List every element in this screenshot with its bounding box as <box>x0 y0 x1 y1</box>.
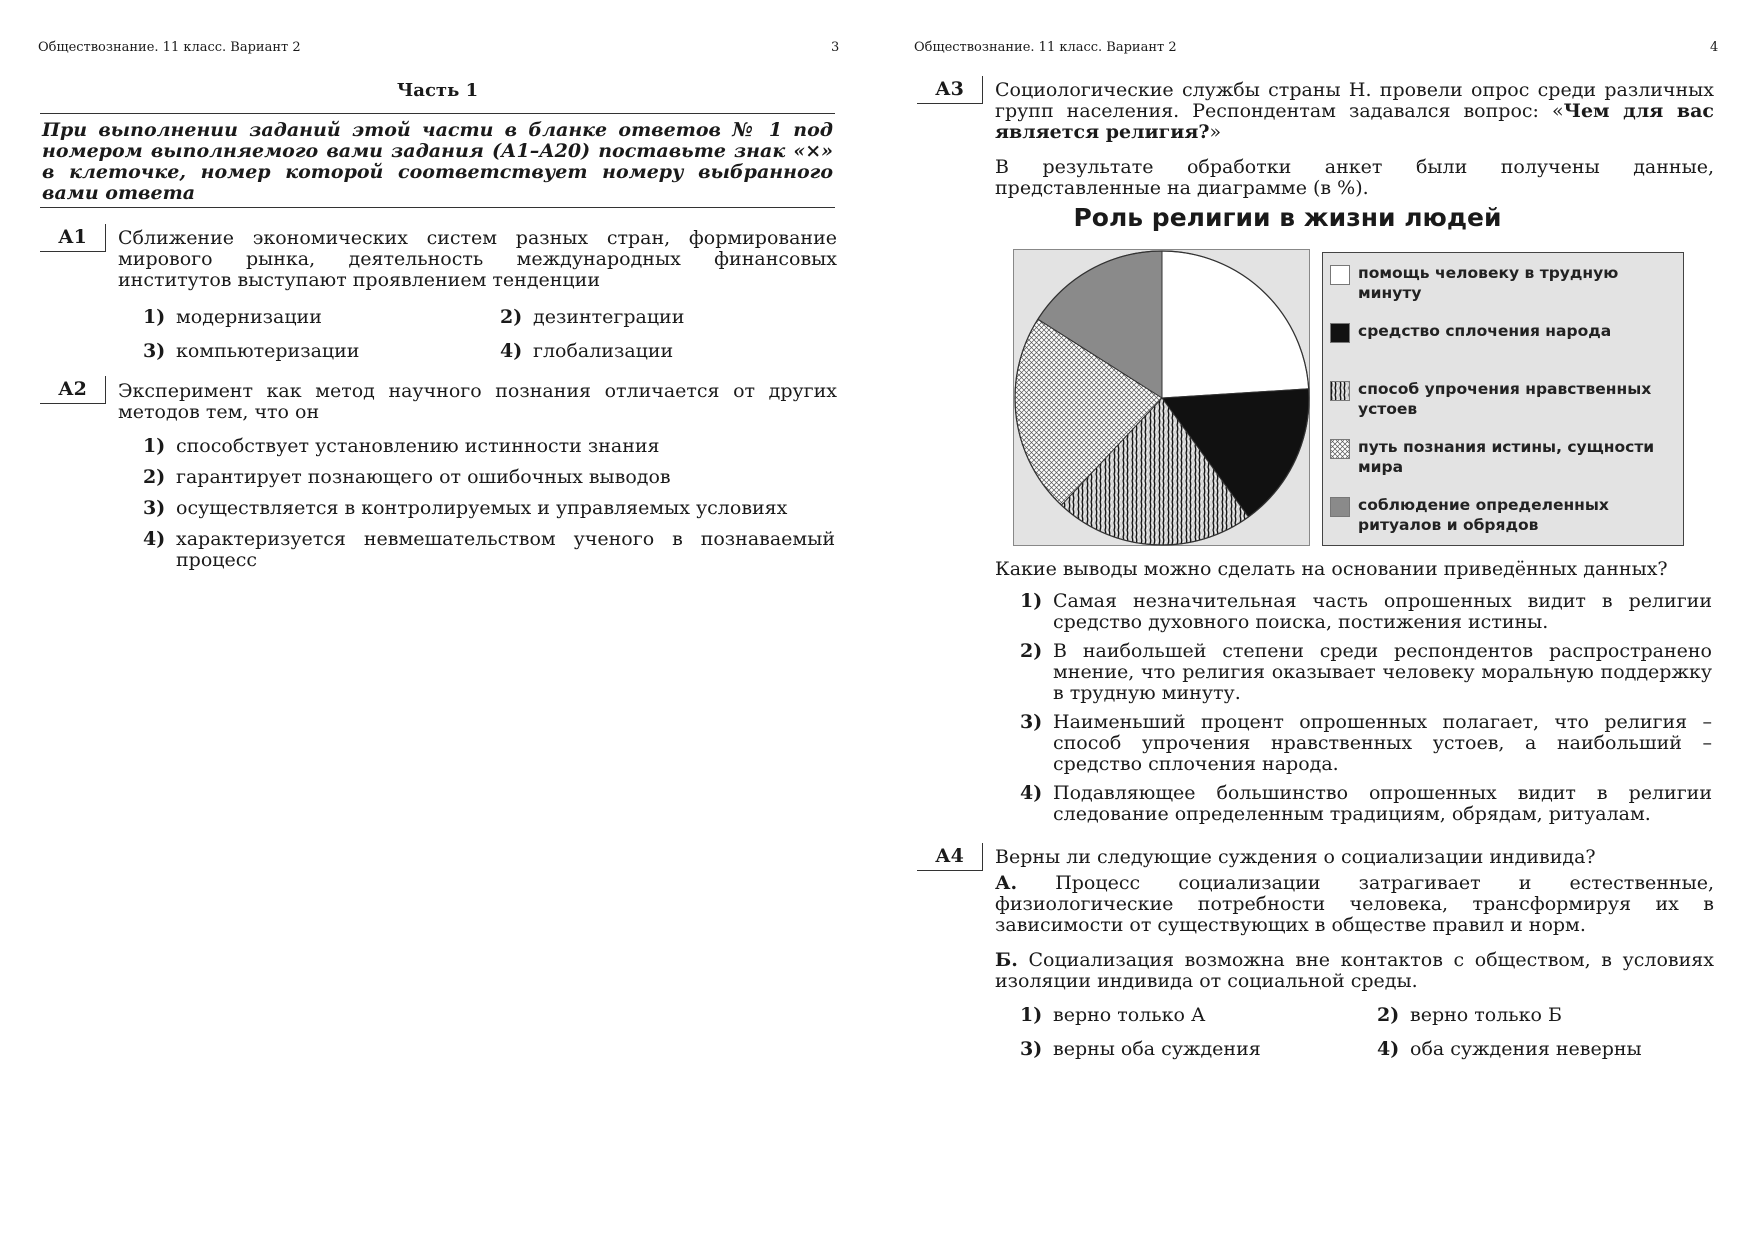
a4-option-2[interactable] <box>1377 1005 1562 1026</box>
a4-option-3[interactable] <box>1020 1039 1261 1060</box>
legend-label: соблюдение определенных ритуалов и обрядов <box>1358 496 1609 534</box>
legend-item-truth <box>1323 437 1683 483</box>
legend-item-unity <box>1323 321 1683 367</box>
legend-swatch <box>1330 265 1350 285</box>
question-number-a2: А2 <box>40 376 106 404</box>
a4-statement-a <box>995 873 1714 936</box>
a4-statement-b <box>995 950 1714 992</box>
chart-legend <box>1322 252 1684 546</box>
legend-swatch <box>1330 439 1350 459</box>
a3-conclusion-question: Какие выводы можно сделать на основании приведённых данных? <box>995 558 1668 580</box>
a2-option-2[interactable] <box>143 467 835 488</box>
option-text: характеризуется невмешательством ученого в познаваемый процесс <box>176 528 835 571</box>
legend-item-rituals <box>1323 495 1683 541</box>
question-number-a1: А1 <box>40 224 106 252</box>
option-number: 4) <box>1377 1038 1400 1060</box>
question-text-a4: Верны ли следующие суждения о социализации индивида? <box>995 846 1596 868</box>
part-title: Часть 1 <box>396 80 479 101</box>
a3-option-4[interactable] <box>1020 783 1712 825</box>
a2-option-3[interactable] <box>143 498 835 519</box>
legend-label: способ упрочения нравственных устоев <box>1358 380 1652 418</box>
legend-item-help <box>1323 263 1683 309</box>
option-number: 1) <box>143 306 166 328</box>
option-text: модернизации <box>176 306 322 328</box>
option-text: верно только Б <box>1410 1004 1562 1026</box>
option-text: гарантирует познающего от ошибочных выводов <box>176 466 671 488</box>
option-text: Наименьший процент опрошенных полагает, что религия – способ упрочения нравственных устоев, а наибольший – средство сплочения народа. <box>1053 711 1712 775</box>
chart-title: Роль религии в жизни людей <box>1073 203 1502 232</box>
option-text: Подавляющее большинство опрошенных видит в религии следование определенным традициям, обрядам, ритуалам. <box>1053 782 1712 825</box>
option-text: осуществляется в контролируемых и управляемых условиях <box>176 497 788 519</box>
instructions-text: При выполнении заданий этой части в бланке ответов № 1 под номером выполняемого вами задания (А1–А20) поставьте знак «×» в клеточке, номер которой соответствует номеру выбранного вами ответа <box>42 119 833 204</box>
option-number: 2) <box>1020 640 1043 662</box>
option-text: оба суждения неверны <box>1410 1038 1642 1060</box>
question-number-a3: А3 <box>917 76 983 104</box>
legend-item-morals <box>1323 379 1683 425</box>
option-text: Самая незначительная часть опрошенных видит в религии средство духовного поиска, постижения истины. <box>1053 590 1712 633</box>
a3-survey-question: Чем для вас является религия? <box>995 100 1714 143</box>
a4-option-1[interactable] <box>1020 1005 1205 1026</box>
a1-option-4[interactable] <box>500 341 673 362</box>
option-number: 2) <box>500 306 523 328</box>
page-number: 3 <box>831 40 840 55</box>
option-number: 1) <box>1020 1004 1043 1026</box>
option-text: верны оба суждения <box>1053 1038 1261 1060</box>
option-number: 3) <box>1020 711 1043 733</box>
a2-options <box>143 436 835 581</box>
option-text: способствует установлению истинности знания <box>176 435 660 457</box>
option-number: 1) <box>1020 590 1043 612</box>
option-text: компьютеризации <box>176 340 360 362</box>
legend-label: путь познания истины, сущности мира <box>1358 438 1655 476</box>
option-text: В наибольшей степени среди респондентов распространено мнение, что религия оказывает человеку моральную поддержку в трудную минуту. <box>1053 640 1712 704</box>
statement-label: Б. <box>995 949 1018 971</box>
option-number: 2) <box>1377 1004 1400 1026</box>
a2-option-1[interactable] <box>143 436 835 457</box>
option-text: глобализации <box>533 340 674 362</box>
statement-label: А. <box>995 872 1018 894</box>
option-number: 4) <box>1020 782 1043 804</box>
legend-swatch <box>1330 497 1350 517</box>
option-number: 1) <box>143 435 166 457</box>
page-number: 4 <box>1710 40 1719 55</box>
instructions-box <box>40 113 835 208</box>
statement-text: Процесс социализации затрагивает и естественные, физиологические потребности человека, трансформируя их в зависимости от существующих в обществе правил и норм. <box>995 872 1714 936</box>
option-text: верно только А <box>1053 1004 1206 1026</box>
a3-options <box>1020 591 1712 833</box>
a1-option-2[interactable] <box>500 307 684 328</box>
option-number: 3) <box>1020 1038 1043 1060</box>
running-header: Обществознание. 11 класс. Вариант 2 <box>38 40 301 55</box>
option-number: 2) <box>143 466 166 488</box>
a2-option-4[interactable] <box>143 529 835 571</box>
legend-swatch <box>1330 381 1350 401</box>
running-header: Обществознание. 11 класс. Вариант 2 <box>914 40 1177 55</box>
legend-label: средство сплочения народа <box>1358 322 1612 340</box>
legend-label: помощь человеку в трудную минуту <box>1358 264 1619 302</box>
legend-swatch <box>1330 323 1350 343</box>
slice-help <box>1162 251 1309 398</box>
question-text-a1: Сближение экономических систем разных стран, формирование мирового рынка, деятельность международных финансовых институтов выступают проявлением тенденции <box>118 227 837 291</box>
a3-option-2[interactable] <box>1020 641 1712 704</box>
a3-intro-end: » <box>1209 121 1222 143</box>
a4-option-4[interactable] <box>1377 1039 1642 1060</box>
option-number: 3) <box>143 497 166 519</box>
pie-chart-area <box>1013 249 1310 546</box>
option-number: 3) <box>143 340 166 362</box>
pie-chart <box>1014 250 1311 547</box>
option-text: дезинтеграции <box>533 306 685 328</box>
option-number: 4) <box>143 528 166 550</box>
a1-option-3[interactable] <box>143 341 359 362</box>
a1-option-1[interactable] <box>143 307 322 328</box>
a3-result-text: В результате обработки анкет были получены данные, представленные на диаграмме (в %). <box>995 156 1714 199</box>
question-text-a3 <box>995 80 1714 143</box>
a3-option-1[interactable] <box>1020 591 1712 633</box>
question-text-a2: Эксперимент как метод научного познания отличается от других методов тем, что он <box>118 380 837 423</box>
option-number: 4) <box>500 340 523 362</box>
question-number-a4: А4 <box>917 843 983 871</box>
a3-intro: Социологические службы страны Н. провели опрос среди различных групп населения. Респондентам задавался вопрос: « <box>995 79 1714 122</box>
a3-option-3[interactable] <box>1020 712 1712 775</box>
statement-text: Социализация возможна вне контактов с обществом, в условиях изоляции индивида от социальной среды. <box>995 949 1714 992</box>
